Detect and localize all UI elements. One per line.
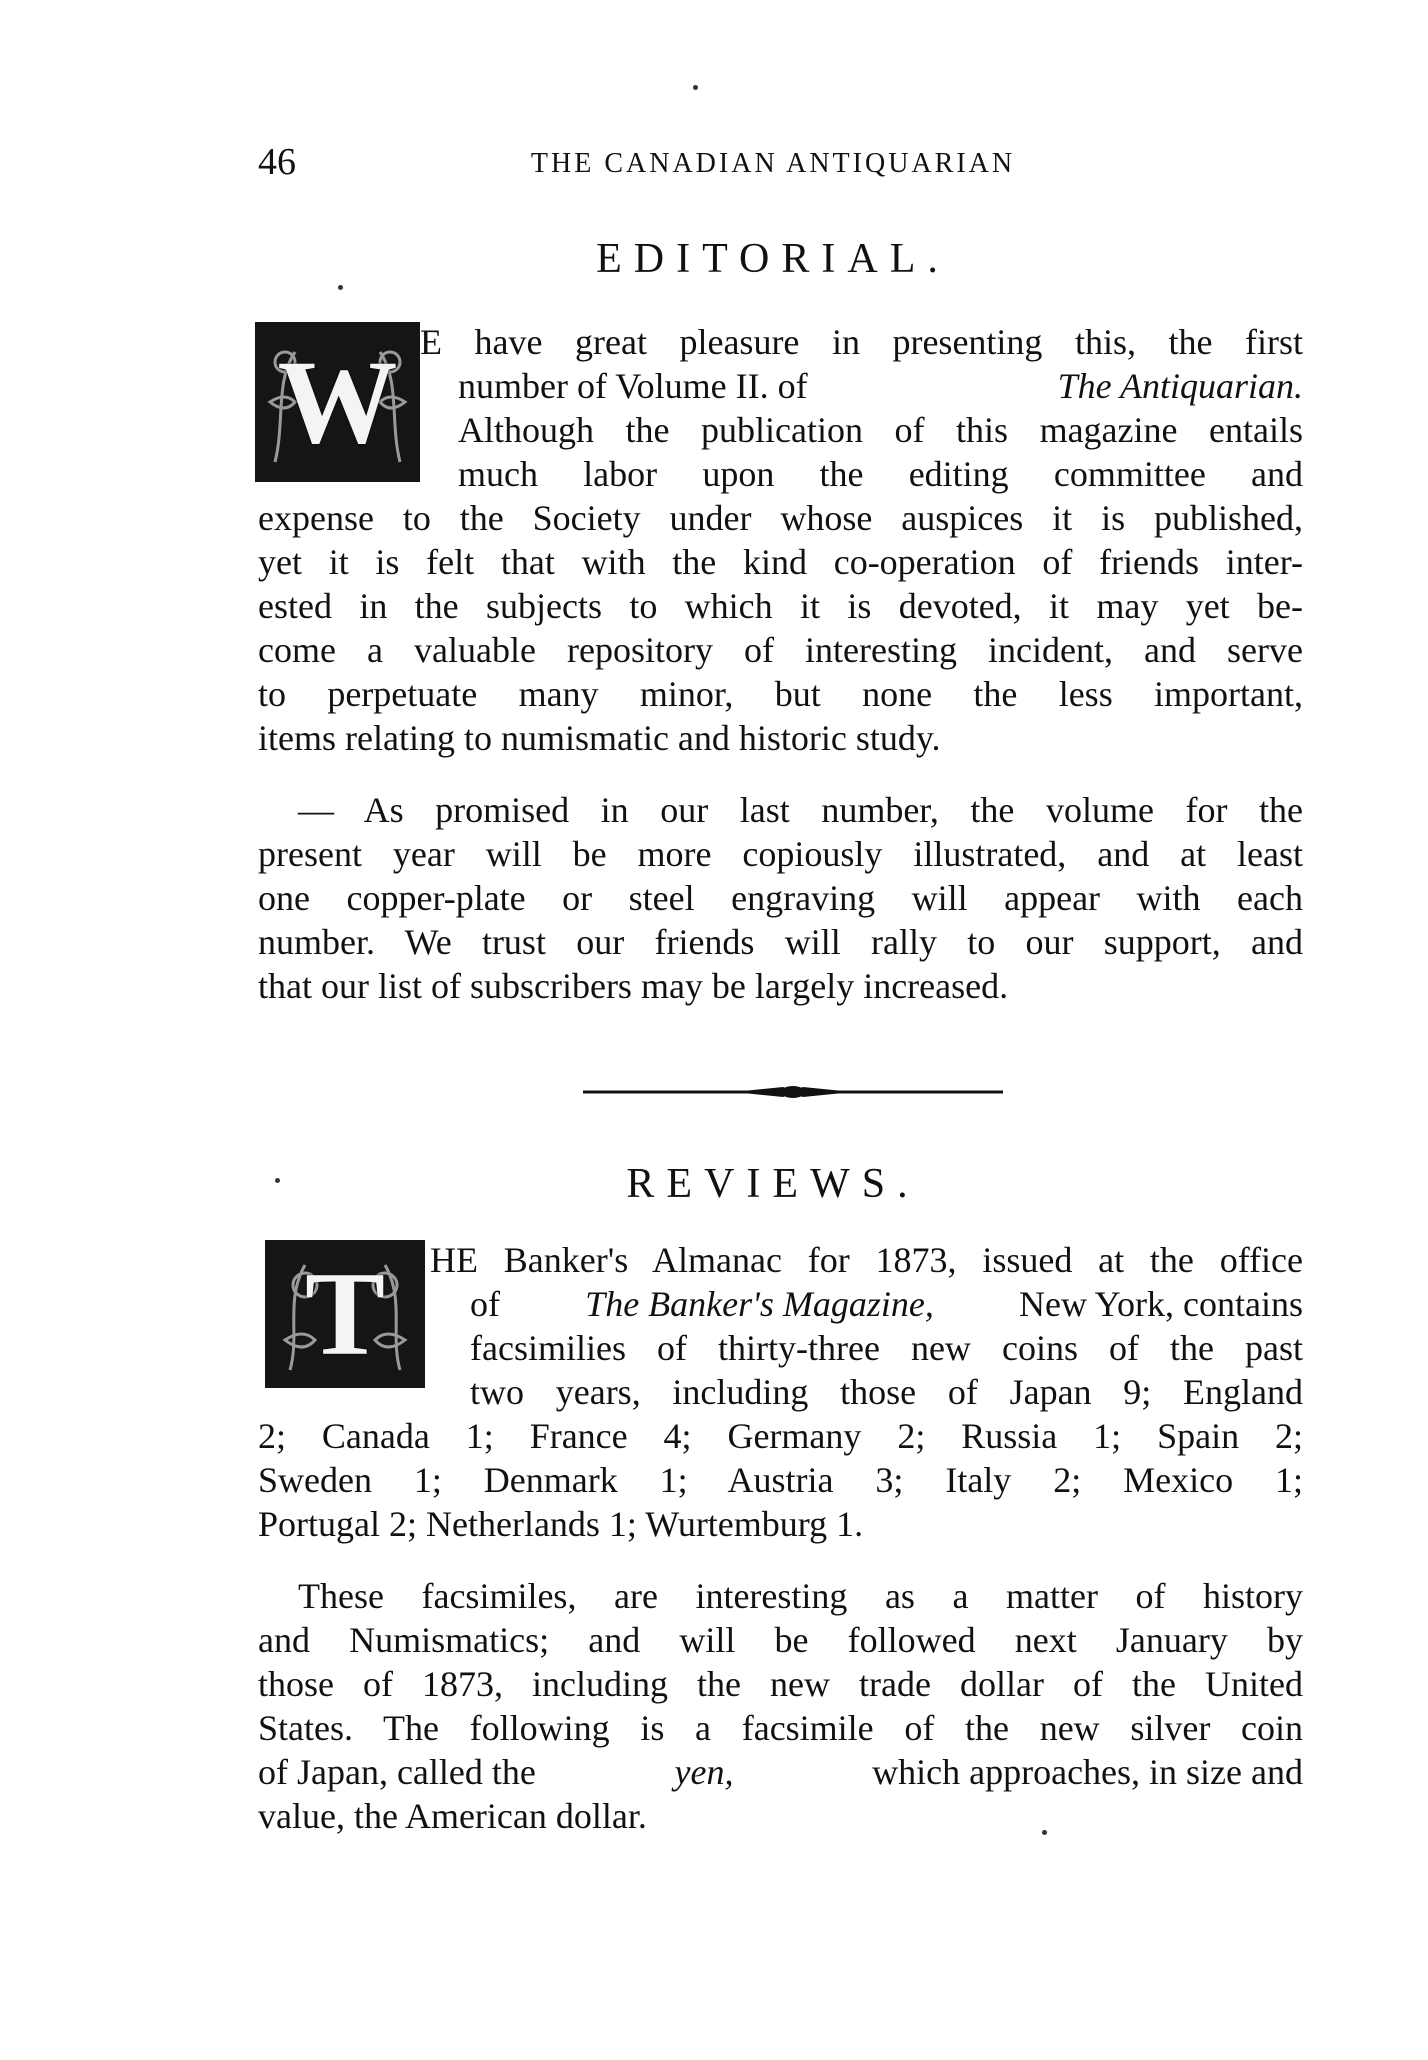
running-title: THE CANADIAN ANTIQUARIAN xyxy=(530,148,1016,179)
text-line: ested in the subjects to which it is devoted, it may yet be- xyxy=(258,586,1303,626)
text-line: — As promised in our last number, the volume for the xyxy=(298,790,1303,830)
text-line: number. We trust our friends will rally to our support, and xyxy=(258,922,1303,962)
reviews-heading: REVIEWS. xyxy=(626,1161,920,1207)
running-head xyxy=(258,140,1288,190)
text-fragment: which approaches, in size and xyxy=(872,1752,1303,1792)
text-line: Portugal 2; Netherlands 1; Wurtemburg 1. xyxy=(258,1504,864,1544)
italic-term: yen, xyxy=(674,1752,734,1792)
editorial-heading: EDITORIAL. xyxy=(596,236,950,282)
text-line: 2; Canada 1; France 4; Germany 2; Russia 1; Spain 2; xyxy=(258,1416,1303,1456)
print-speck xyxy=(693,85,698,90)
drop-cap-letter: T xyxy=(304,1247,386,1380)
text-line: These facsimiles, are interesting as a matter of history xyxy=(298,1576,1303,1616)
text-line: Although the publication of this magazine entails xyxy=(458,410,1303,450)
text-line: to perpetuate many minor, but none the less important, xyxy=(258,674,1303,714)
print-speck xyxy=(1042,1830,1047,1835)
drop-cap-letter: W xyxy=(277,335,398,468)
reviews-drop-cap xyxy=(265,1240,425,1388)
print-speck xyxy=(275,1178,280,1183)
text-line: States. The following is a facsimile of the new silver coin xyxy=(258,1708,1303,1748)
text-fragment: number of Volume II. of xyxy=(458,366,808,406)
text-line: much labor upon the editing committee and xyxy=(458,454,1303,494)
text-line: yet it is felt that with the kind co-operation of friends inter- xyxy=(258,542,1303,582)
text-line: and Numismatics; and will be followed next January by xyxy=(258,1620,1303,1660)
italic-title: The Antiquarian. xyxy=(1057,366,1303,406)
text-line: facsimilies of thirty-three new coins of the past xyxy=(470,1328,1303,1368)
text-line: HE Banker's Almanac for 1873, issued at the office xyxy=(430,1240,1303,1280)
text-line: those of 1873, including the new trade dollar of the United xyxy=(258,1664,1303,1704)
text-line: Sweden 1; Denmark 1; Austria 3; Italy 2; Mexico 1; xyxy=(258,1460,1303,1500)
text-fragment: New York, contains xyxy=(1019,1284,1303,1324)
text-fragment: of xyxy=(470,1284,500,1324)
text-line: one copper-plate or steel engraving will appear with each xyxy=(258,878,1303,918)
text-line: two years, including those of Japan 9; England xyxy=(470,1372,1303,1412)
editorial-drop-cap xyxy=(255,322,420,482)
text-line xyxy=(470,1282,1303,1326)
text-line: items relating to numismatic and historic study. xyxy=(258,718,941,758)
text-line: present year will be more copiously illustrated, and at least xyxy=(258,834,1303,874)
print-speck xyxy=(338,285,343,290)
text-fragment: of Japan, called the xyxy=(258,1752,536,1792)
text-line: value, the American dollar. xyxy=(258,1796,647,1836)
text-line xyxy=(458,364,1303,408)
italic-title: The Banker's Magazine, xyxy=(585,1284,934,1324)
text-line: E have great pleasure in presenting this, the first xyxy=(420,322,1303,362)
page-number: 46 xyxy=(258,141,296,183)
ornamental-divider xyxy=(583,1086,1003,1098)
text-line: expense to the Society under whose auspices it is published, xyxy=(258,498,1303,538)
text-line: that our list of subscribers may be largely increased. xyxy=(258,966,1009,1006)
text-line: come a valuable repository of interesting incident, and serve xyxy=(258,630,1303,670)
text-line xyxy=(258,1750,1303,1794)
